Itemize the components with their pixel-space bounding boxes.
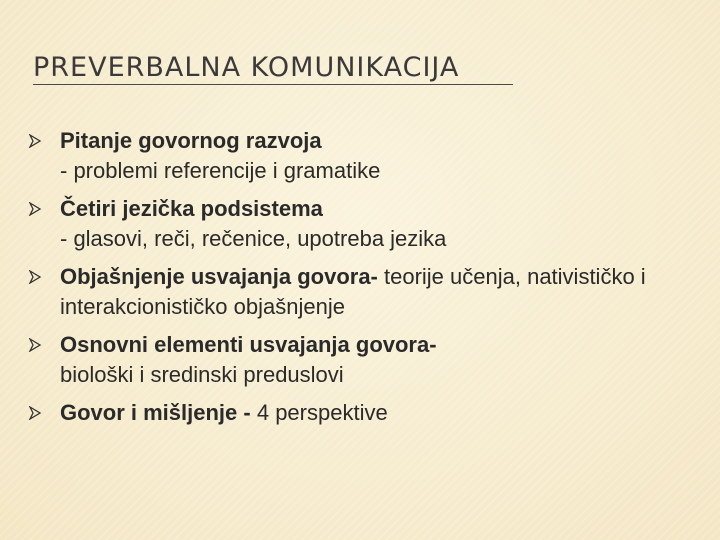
list-item [28, 398, 708, 428]
list-item [28, 262, 708, 322]
bullet-subtext: teorije učenja, nativističko i interakcionističko objašnjenje [60, 264, 646, 319]
arrow-bullet-icon [28, 406, 42, 420]
slide-title: PREVERBALNA KOMUNIKACIJA [33, 52, 460, 83]
arrow-bullet-icon [28, 134, 42, 148]
bullet-text: Objašnjenje usvajanja govora- [60, 264, 384, 289]
bullet-list [28, 126, 708, 436]
list-item [28, 194, 708, 254]
bullet-subtext: 4 perspektive [256, 400, 388, 425]
bullet-text: Osnovni elementi usvajanja govora- [60, 332, 437, 357]
bullet-subtext: - glasovi, reči, rečenice, upotreba jezika [60, 226, 447, 251]
bullet-text: Četiri jezička podsistema [60, 196, 323, 221]
list-item [28, 126, 708, 186]
arrow-bullet-icon [28, 270, 42, 284]
bullet-text: Pitanje govornog razvoja [60, 128, 322, 153]
bullet-subtext: biološki i sredinski preduslovi [60, 362, 344, 387]
bullet-text: Govor i mišljenje - [60, 400, 257, 425]
list-item [28, 330, 708, 390]
arrow-bullet-icon [28, 202, 42, 216]
title-underline [33, 84, 513, 85]
bullet-subtext: - problemi referencije i gramatike [60, 158, 381, 183]
arrow-bullet-icon [28, 338, 42, 352]
